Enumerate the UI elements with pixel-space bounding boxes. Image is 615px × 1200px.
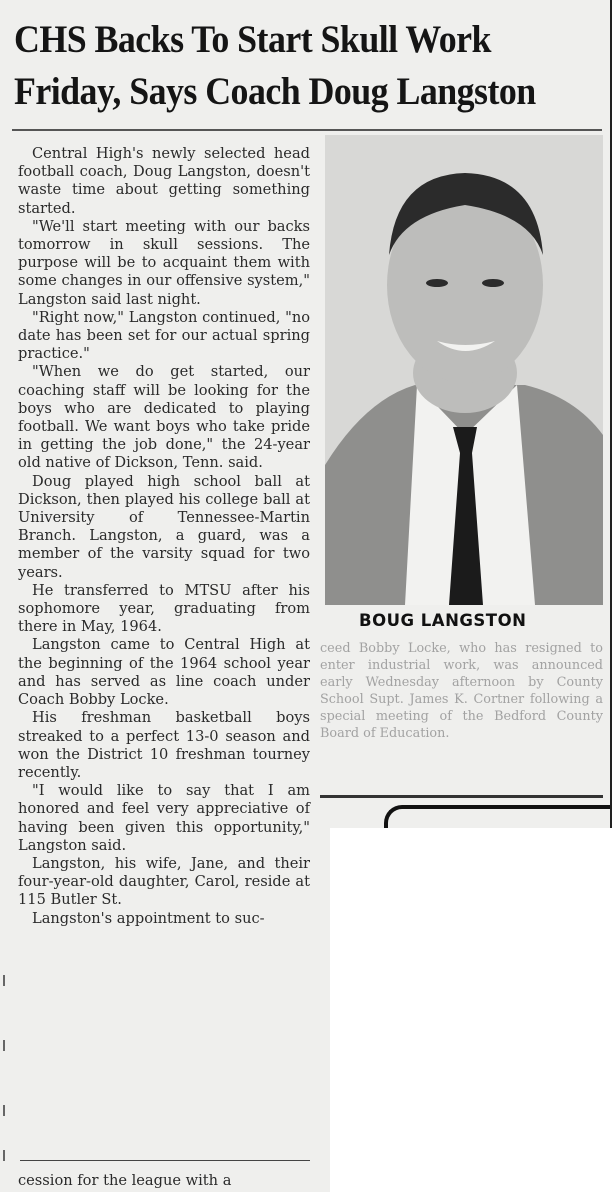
- paragraph: He transferred to MTSU after his sophomore year, graduating from there in May, 1964.: [18, 581, 310, 636]
- paragraph: Central High's newly selected head football coach, Doug Langston, doesn't waste time about getting something started.: [18, 145, 310, 217]
- paragraph: Langston, his wife, Jane, and their four-year-old daughter, Carol, reside at 115 Butler St.: [18, 854, 310, 909]
- headline-line-1: CHS Backs To Start Skull Work: [14, 18, 491, 61]
- paragraph: "We'll start meeting with our backs tomorrow in skull sessions. The purpose will be to acquaint them with some changes in our offensive system," Langston said last night.: [18, 217, 310, 308]
- margin-mark: [3, 1105, 5, 1116]
- paragraph: Langston came to Central High at the beginning of the 1964 school year and has served as line coach under Coach Bobby Locke.: [18, 636, 310, 709]
- coach-photo: [325, 135, 603, 605]
- headline-line-2: Friday, Says Coach Doug Langston: [14, 70, 536, 113]
- photo-caption: BOUG LANGSTON: [359, 611, 527, 630]
- paragraph: "I would like to say that I am honored and feel very appreciative of having been given this opportunity," Langston said.: [18, 782, 310, 854]
- paragraph: Doug played high school ball at Dickson, then played his college ball at University of Tennessee-Martin Branch. Langston, a guard, was a member of the varsity squad for two years.: [18, 472, 310, 581]
- blank-area: [330, 828, 615, 1200]
- margin-mark: [3, 1150, 5, 1161]
- margin-mark: [3, 1040, 5, 1051]
- portrait-illustration: [325, 135, 603, 605]
- paragraph: Langston's appointment to suc-: [32, 909, 265, 927]
- paragraph: "Right now," Langston continued, "no date has been set for our actual spring practice.": [18, 308, 310, 363]
- margin-mark: [3, 975, 5, 986]
- continued-column: [320, 640, 603, 742]
- section-rule: [320, 795, 603, 798]
- paragraph: "When we do get started, our coaching staff will be looking for the boys who are dedicated to playing football. We want boys who take pride in getting the job done," the 24-year old native of Dickson, Tenn. said.: [18, 363, 310, 472]
- article-column: [18, 145, 310, 928]
- column-rule: [20, 1160, 310, 1161]
- headline: [14, 14, 557, 118]
- paragraph: His freshman basketball boys streaked to a perfect 13-0 season and won the District 10 freshman tourney recently.: [18, 709, 310, 781]
- cut-off-line: cession for the league with a: [18, 1172, 232, 1189]
- continued-text: ceed Bobby Locke, who has resigned to enter industrial work, was announced early Wednesday afternoon by County School Supt. James K. Cortner following a special meeting of the Bedford County Board of Education.: [320, 641, 603, 741]
- headline-rule: [12, 129, 602, 131]
